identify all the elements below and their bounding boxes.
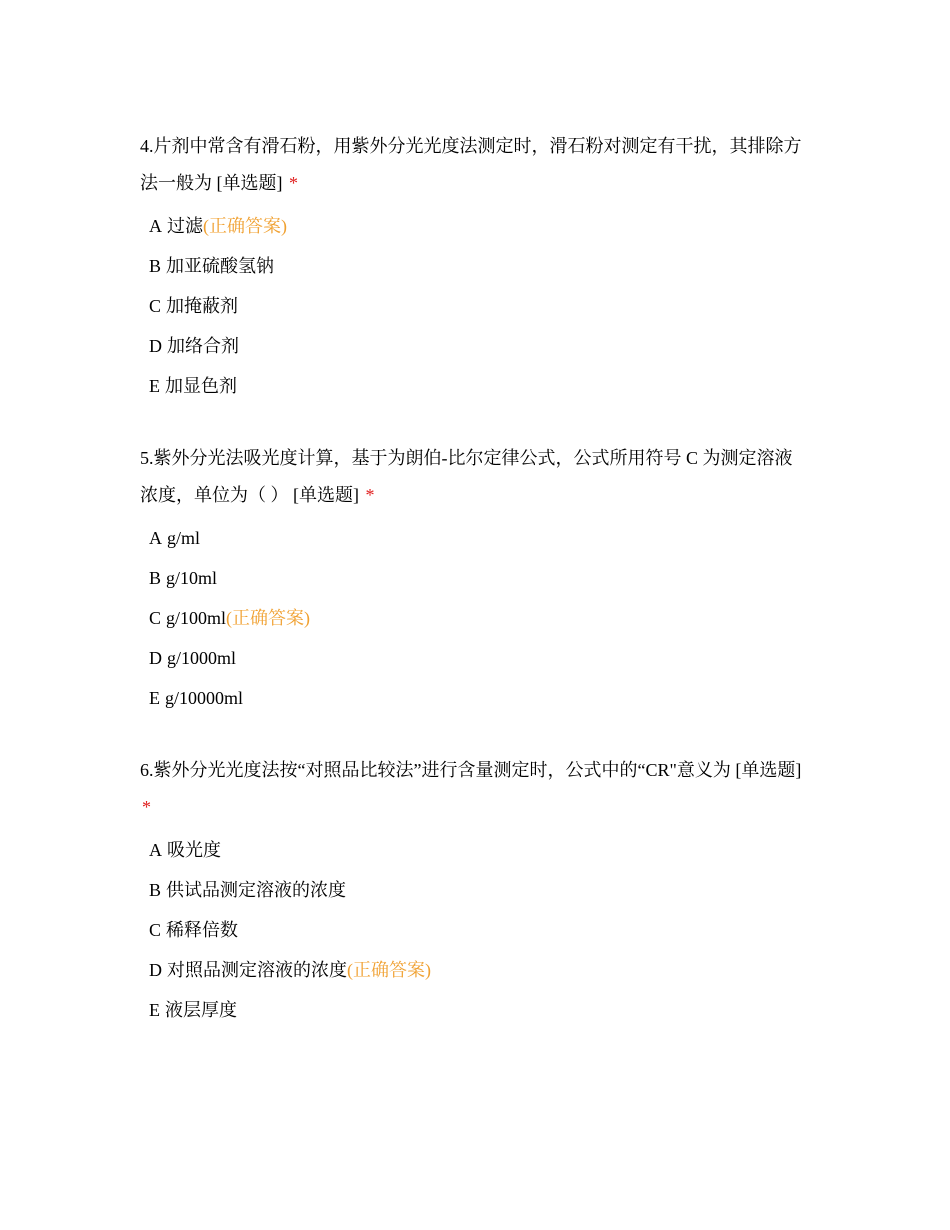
option-letter: C xyxy=(149,608,162,628)
option-letter: C xyxy=(149,296,162,316)
option-text: g/100ml xyxy=(166,608,227,628)
option-letter: B xyxy=(149,256,162,276)
option-c xyxy=(140,910,810,950)
option-text: g/ml xyxy=(167,528,201,548)
option-b xyxy=(140,558,810,598)
option-letter: E xyxy=(149,688,160,708)
option-text: 加络合剂 xyxy=(167,336,239,356)
option-text: 过滤 xyxy=(167,216,203,236)
option-text: 吸光度 xyxy=(167,840,221,860)
option-letter: E xyxy=(149,376,160,396)
option-text: 液层厚度 xyxy=(165,1000,237,1020)
question-4 xyxy=(140,128,810,406)
question-6 xyxy=(140,752,810,1030)
option-e xyxy=(140,366,810,406)
option-letter: A xyxy=(149,528,162,548)
question-stem xyxy=(140,128,810,202)
option-letter: D xyxy=(149,960,162,980)
option-d xyxy=(140,326,810,366)
correct-answer-note: (正确答案) xyxy=(203,216,287,236)
correct-answer-note: (正确答案) xyxy=(347,960,431,980)
question-stem xyxy=(140,752,810,826)
required-mark: * xyxy=(142,797,151,817)
question-5 xyxy=(140,440,810,718)
option-c xyxy=(140,286,810,326)
option-e xyxy=(140,990,810,1030)
option-text: 加亚硫酸氢钠 xyxy=(166,256,275,276)
option-letter: A xyxy=(149,216,162,236)
option-text: g/10ml xyxy=(166,568,218,588)
option-text: 对照品测定溶液的浓度 xyxy=(167,960,347,980)
option-d xyxy=(140,638,810,678)
option-d xyxy=(140,950,810,990)
option-b xyxy=(140,870,810,910)
required-mark: * xyxy=(289,173,298,193)
question-stem-text: 5.紫外分光法吸光度计算，基于为朗伯-比尔定律公式，公式所用符号 C 为测定溶液浓度，单位为（ ） [单选题] xyxy=(140,448,793,505)
option-text: 稀释倍数 xyxy=(166,920,239,940)
option-a xyxy=(140,206,810,246)
option-text: 供试品测定溶液的浓度 xyxy=(166,880,347,900)
question-stem-text: 6.紫外分光光度法按“对照品比较法”进行含量测定时，公式中的“CR"意义为 [单选题] xyxy=(140,760,802,780)
option-letter: B xyxy=(149,568,162,588)
option-a xyxy=(140,830,810,870)
option-letter: B xyxy=(149,880,162,900)
option-text: 加掩蔽剂 xyxy=(166,296,239,316)
option-b xyxy=(140,246,810,286)
option-text: g/10000ml xyxy=(165,688,244,708)
required-mark: * xyxy=(365,485,375,505)
question-stem xyxy=(140,440,810,514)
option-letter: E xyxy=(149,1000,160,1020)
option-c xyxy=(140,598,810,638)
option-text: g/1000ml xyxy=(167,648,237,668)
option-letter: A xyxy=(149,840,162,860)
question-stem-text: 4.片剂中常含有滑石粉，用紫外分光光度法测定时，滑石粉对测定有干扰，其排除方法一般为 [单选题] xyxy=(140,136,802,193)
option-e xyxy=(140,678,810,718)
option-letter: D xyxy=(149,648,162,668)
option-letter: D xyxy=(149,336,162,356)
correct-answer-note: (正确答案) xyxy=(226,608,311,628)
option-letter: C xyxy=(149,920,162,940)
option-a xyxy=(140,518,810,558)
option-text: 加显色剂 xyxy=(165,376,237,396)
